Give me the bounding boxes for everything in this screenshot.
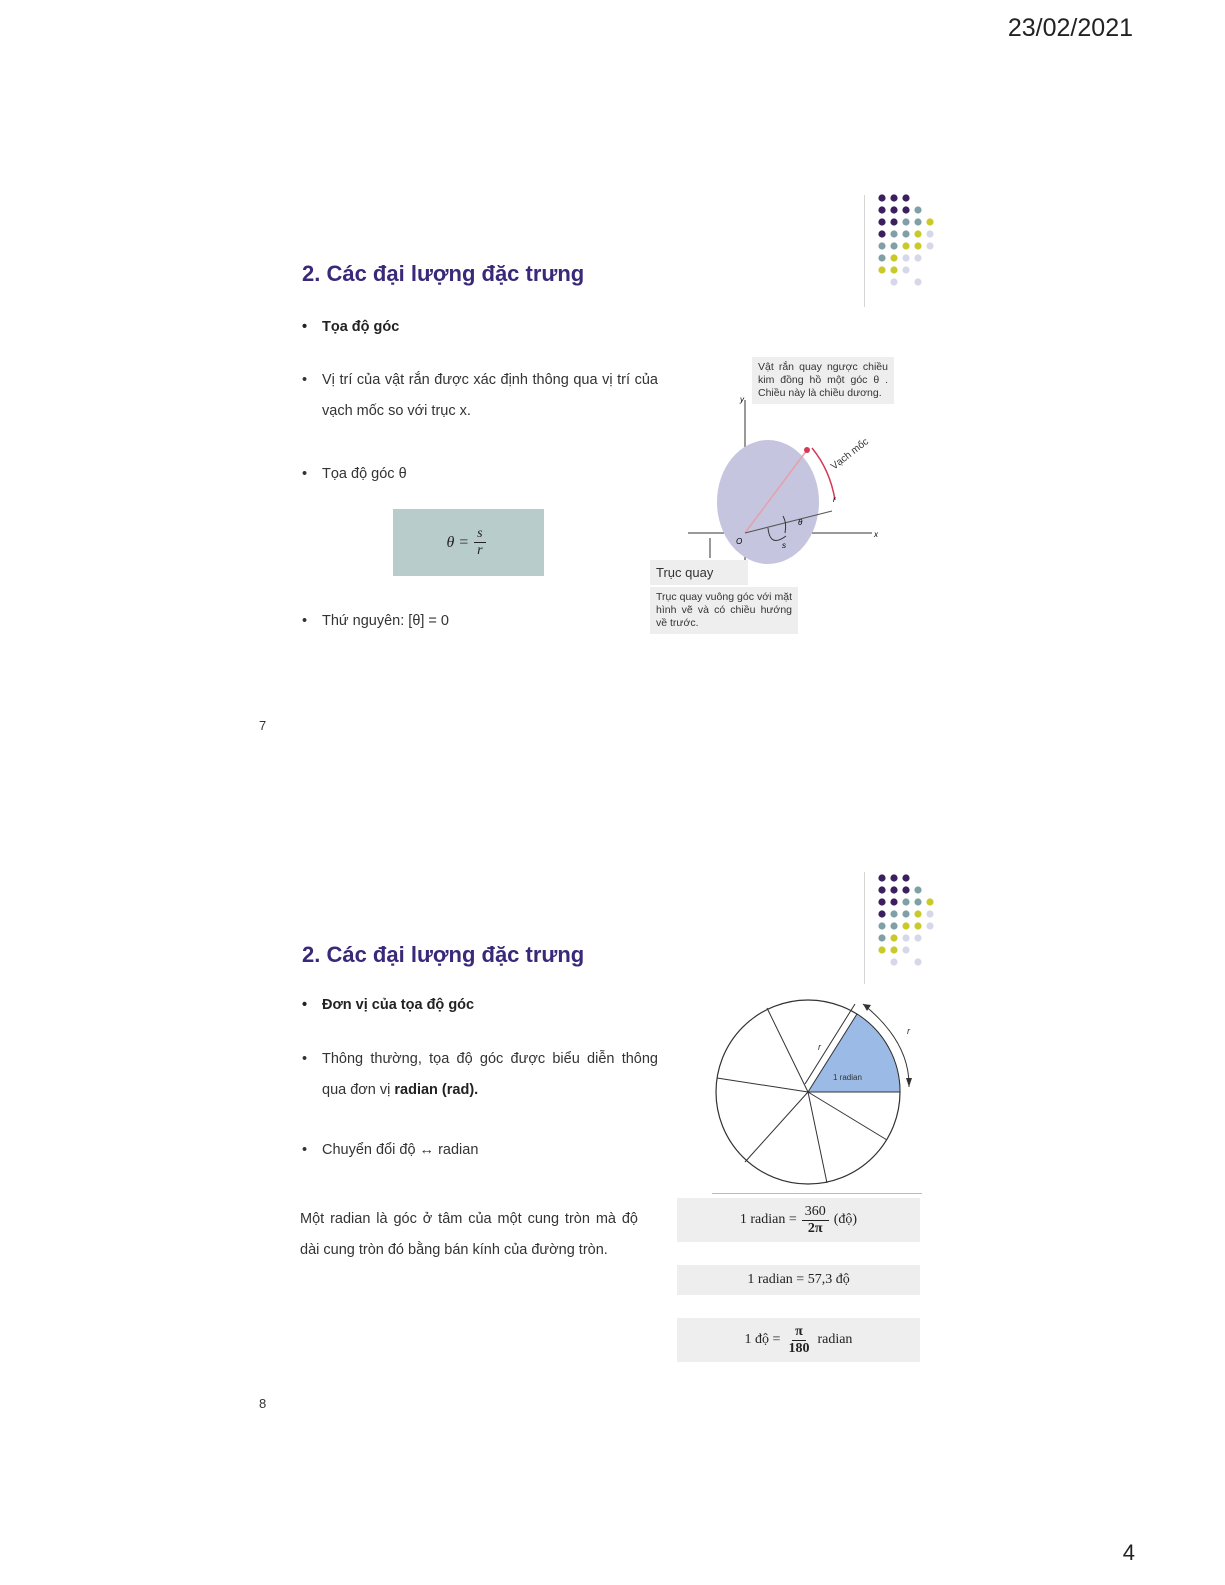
- eq1-numerator: 360: [802, 1204, 829, 1221]
- r-label: r: [833, 495, 836, 504]
- eq3-lhs: 1 độ =: [744, 1332, 781, 1347]
- slide-divider-line: [864, 195, 865, 307]
- bullet-item: • Tọa độ góc: [302, 319, 400, 335]
- dot-grid-decoration: [872, 190, 962, 290]
- formula-denominator: r: [477, 543, 483, 558]
- bullet-item: • Đơn vị của tọa độ góc: [302, 997, 475, 1013]
- formula-numerator: s: [474, 526, 485, 543]
- marker-label: Vạch mốc: [829, 436, 871, 473]
- slide-title: 2. Các đại lượng đặc trưng: [302, 261, 585, 286]
- top-caption: Vật rắn quay ngược chiều kim đồng hồ một góc θ . Chiều này là chiều dương.: [752, 357, 894, 404]
- eq1-fraction: [802, 1204, 829, 1237]
- radius-label: r: [818, 1042, 821, 1052]
- eq3-numerator: π: [792, 1324, 806, 1341]
- y-axis-label: y: [740, 395, 744, 404]
- bullet-item: • Chuyển đổi độ ↔ radian: [302, 1142, 479, 1158]
- s-label: s: [782, 541, 786, 550]
- equation-3: [677, 1318, 920, 1362]
- theta-label: θ: [798, 518, 803, 527]
- dot-grid-icon: [878, 194, 933, 285]
- bullet-item: • Tọa độ góc θ: [302, 466, 407, 482]
- page-number: 4: [1122, 1540, 1135, 1565]
- rotation-figure: [650, 390, 900, 580]
- bullet-item: • Vị trí của vật rắn được xác định thông qua vị trí của vạch mốc so với trục x.: [302, 372, 658, 419]
- figure-separator: [712, 1193, 922, 1194]
- dot-grid-decoration: [872, 870, 962, 970]
- page-date: 23/02/2021: [1007, 14, 1133, 42]
- equation-1: [677, 1198, 920, 1242]
- eq3-fraction: [785, 1324, 812, 1357]
- slide-divider-line: [864, 872, 865, 984]
- equation-2: 1 radian = 57,3 độ: [677, 1265, 920, 1295]
- bottom-caption: Trục quay vuông góc với mặt hình vẽ và có chiều hướng về trước.: [650, 587, 798, 634]
- slide-number: 7: [259, 718, 267, 733]
- origin-label: O: [736, 537, 743, 546]
- eq1-rhs: (độ): [833, 1212, 858, 1227]
- eq1-lhs: 1 radian =: [739, 1212, 797, 1227]
- radian-circle-figure: [705, 992, 935, 1198]
- radian-definition: Một radian là góc ở tâm của một cung tròn mà độ dài cung tròn đó bằng bán kính của đường tròn.: [300, 1211, 638, 1258]
- slide-title: 2. Các đại lượng đặc trưng: [302, 942, 585, 967]
- bullet-item: • Thứ nguyên: [θ] = 0: [302, 613, 449, 629]
- x-axis-label: x: [874, 530, 878, 539]
- marker-point: [804, 447, 810, 453]
- formula-lhs: θ =: [446, 533, 470, 551]
- formula-fraction: [474, 526, 485, 559]
- arc-label: r: [907, 1026, 910, 1036]
- rotation-axis-label: Trục quay: [650, 560, 748, 585]
- slide-number: 8: [259, 1396, 267, 1411]
- bullet-item: • Thông thường, tọa độ góc được biểu diễn thông qua đơn vị radian (rad).: [302, 1051, 658, 1098]
- eq3-rhs: radian: [817, 1332, 853, 1347]
- theta-formula-box: [393, 509, 544, 576]
- dot-grid-icon: [878, 874, 933, 965]
- eq3-denominator: 180: [788, 1340, 810, 1356]
- eq1-denominator: 2π: [807, 1220, 823, 1236]
- sector-label: 1 radian: [833, 1073, 862, 1082]
